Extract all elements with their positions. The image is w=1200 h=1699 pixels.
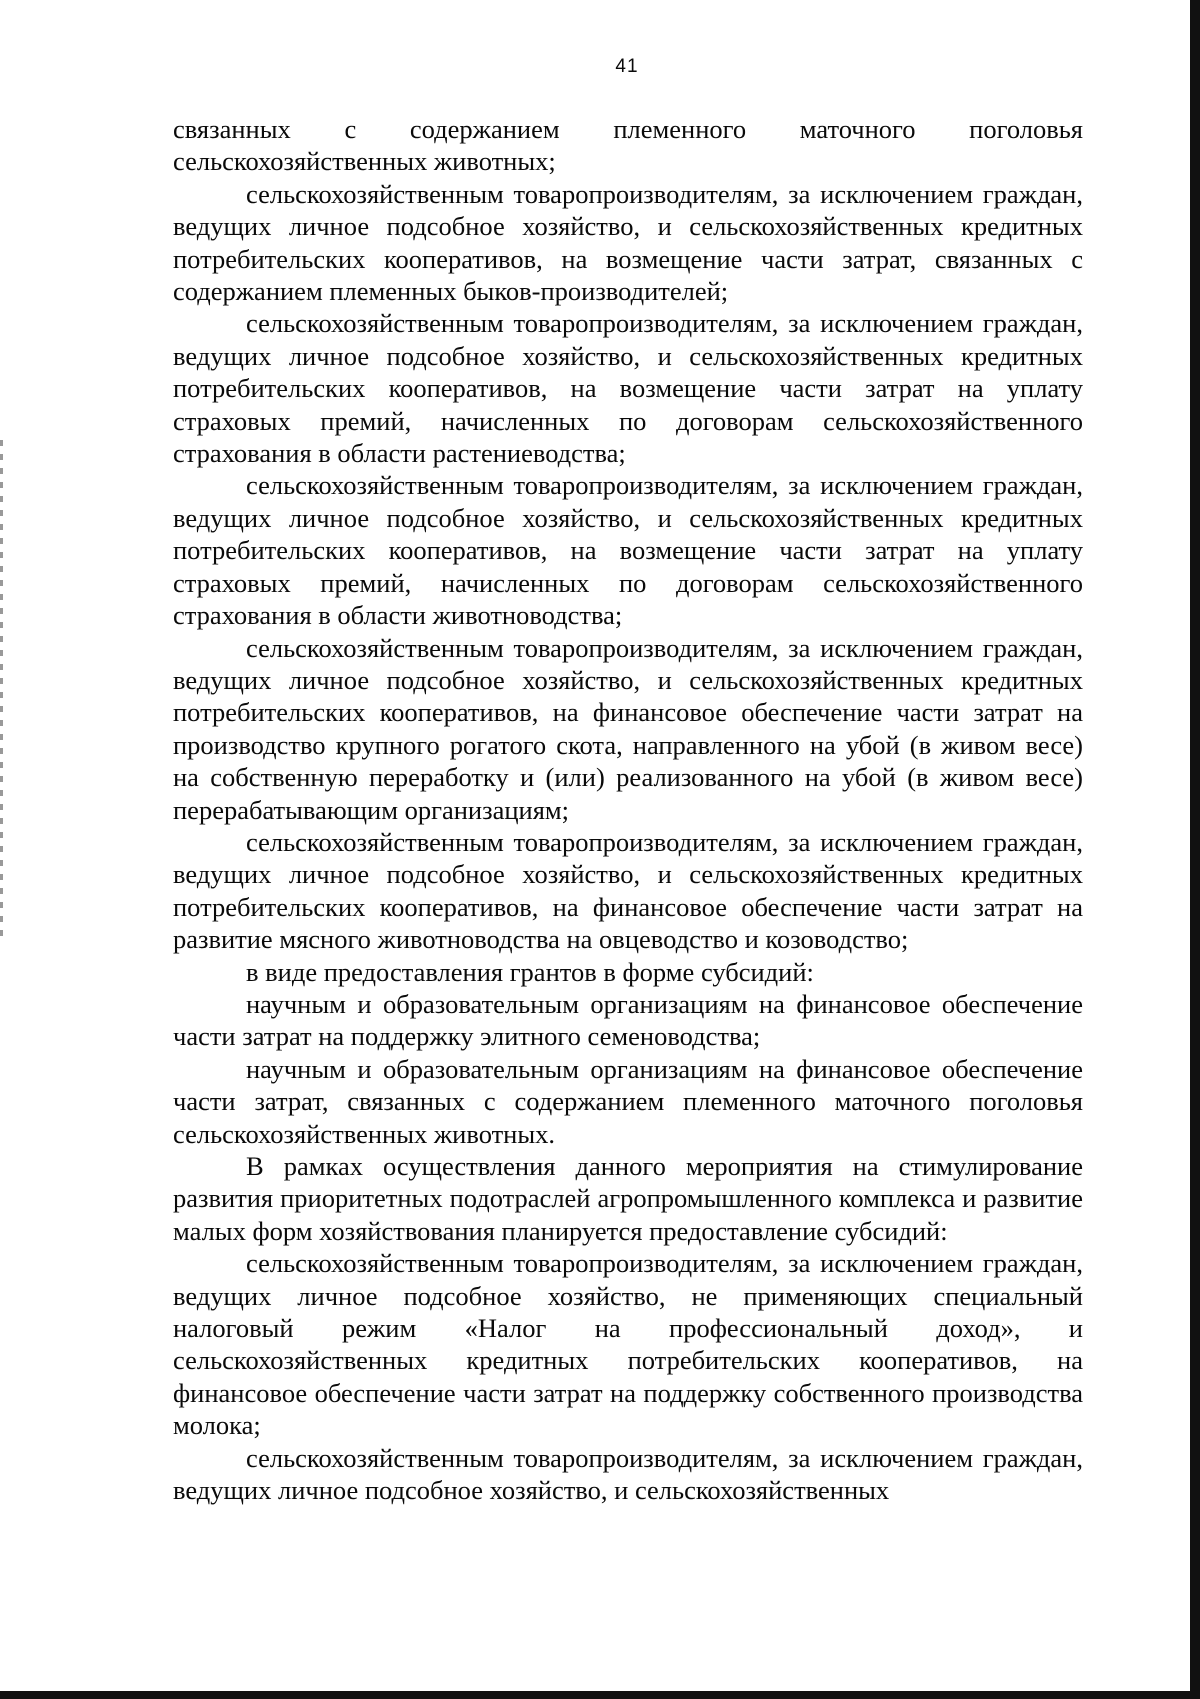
- paragraph: В рамках осуществления данного мероприятия на стимулирование развития приоритетных подотраслей агропромышленного комплекса и развитие малых форм хозяйствования планируется предоставление субсидий:: [173, 1151, 1083, 1246]
- page-number: 41: [615, 56, 639, 77]
- paragraph: сельскохозяйственным товаропроизводителям, за исключением граждан, ведущих личное подсобное хозяйство, и сельскохозяйственных кредитных потребительских кооперативов, на финансовое обеспечение части затрат на производство крупного рогатого скота, направленного на убой (в живом весе) на собственную переработку и (или) реализованного на убой (в живом весе) перерабатывающим организациям;: [173, 632, 1083, 825]
- paragraph: связанных с содержанием племенного маточного поголовья сельскохозяйственных животных;: [173, 114, 1083, 177]
- paragraph: научным и образовательным организациям на финансовое обеспечение части затрат, связанных с содержанием племенного маточного поголовья сельскохозяйственных животных.: [173, 1053, 1083, 1149]
- scan-border-right: [1190, 0, 1200, 1699]
- paragraph: сельскохозяйственным товаропроизводителям, за исключением граждан, ведущих личное подсобное хозяйство, и сельскохозяйственных: [173, 1442, 1083, 1506]
- paragraph: сельскохозяйственным товаропроизводителям, за исключением граждан, ведущих личное подсобное хозяйство, не применяющих специальный налоговый режим «Налог на профессиональный доход», и сельскохозяйственных кредитных потребительских кооперативов, на финансовое обеспечение части затрат на поддержку собственного производства молока;: [173, 1248, 1083, 1441]
- document-body: [173, 113, 1083, 1506]
- paragraph: научным и образовательным организациям на финансовое обеспечение части затрат на поддержку элитного семеноводства;: [173, 988, 1083, 1052]
- paragraph: сельскохозяйственным товаропроизводителям, за исключением граждан, ведущих личное подсобное хозяйство, и сельскохозяйственных кредитных потребительских кооперативов, на возмещение части затрат на уплату страховых премий, начисленных по договорам сельскохозяйственного страхования в области растениеводства;: [173, 308, 1083, 469]
- paragraph: сельскохозяйственным товаропроизводителям, за исключением граждан, ведущих личное подсобное хозяйство, и сельскохозяйственных кредитных потребительских кооперативов, на финансовое обеспечение части затрат на развитие мясного животноводства на овцеводство и козоводство;: [173, 826, 1083, 955]
- scan-border-bottom: [0, 1691, 1200, 1699]
- scan-edge-left: [0, 440, 3, 940]
- paragraph: сельскохозяйственным товаропроизводителям, за исключением граждан, ведущих личное подсобное хозяйство, и сельскохозяйственных кредитных потребительских кооперативов, на возмещение части затрат на уплату страховых премий, начисленных по договорам сельскохозяйственного страхования в области животноводства;: [173, 470, 1083, 631]
- paragraph: сельскохозяйственным товаропроизводителям, за исключением граждан, ведущих личное подсобное хозяйство, и сельскохозяйственных кредитных потребительских кооперативов, на возмещение части затрат, связанных с содержанием племенных быков-производителей;: [173, 178, 1083, 307]
- paragraph: в виде предоставления грантов в форме субсидий:: [246, 956, 814, 987]
